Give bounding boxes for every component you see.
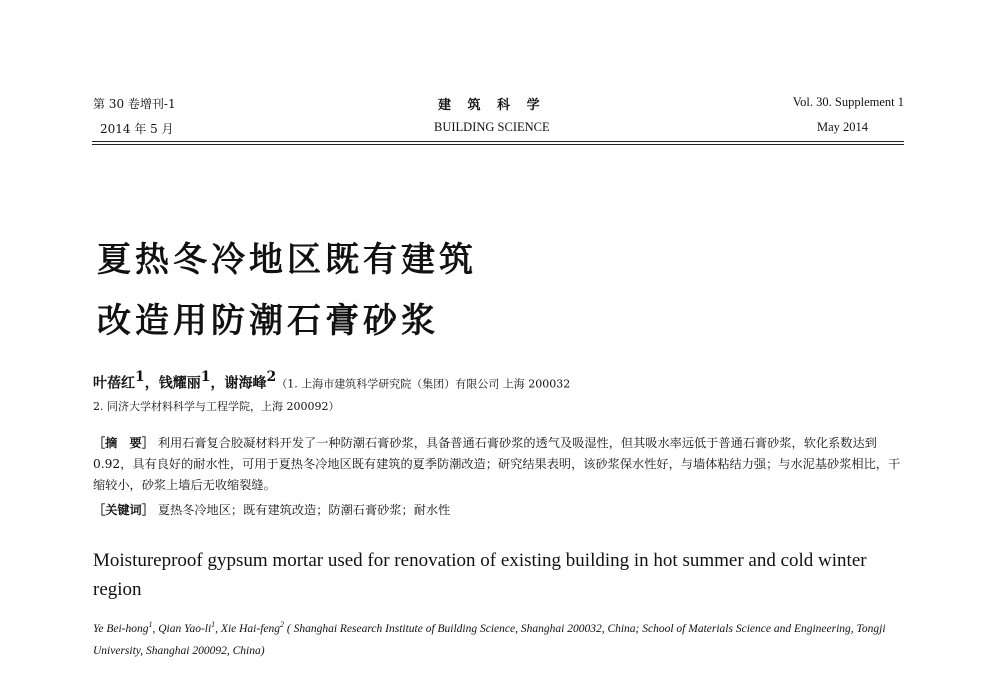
author-en-1: Ye Bei-hong xyxy=(93,622,149,635)
article-title-cn-line2: 改造用防潮石膏砂浆 xyxy=(97,301,439,341)
author-en-3-sup: 2 xyxy=(280,620,284,629)
header-rule-top xyxy=(92,141,904,142)
author-cn-3-sup: 2 xyxy=(266,369,277,385)
abstract-text-cn: 利用石膏复合胶凝材料开发了一种防潮石膏砂浆，具备普通石膏砂浆的透气及吸湿性，但其吸水率远低于普通石膏砂浆，软化系数达到 0.92，具有良好的耐水性，可用于夏热冬冷地区既有建筑的夏季防潮改造；研究结果表明，该砂浆保水性好，与墙体粘结力强；与水泥基砂浆相比，干缩较小，砂浆上墙后无收缩裂缝。 xyxy=(93,436,901,492)
author-en-3: Xie Hai-feng xyxy=(220,622,280,635)
affiliation-en: ( Shanghai Research Institute of Building Science, Shanghai 200032, China; School of Materials Science and Engineering, Tongji University, Shanghai 200092, China) xyxy=(93,622,886,657)
keywords-cn xyxy=(93,500,905,521)
author-cn-2: 钱耀丽 xyxy=(158,375,201,392)
author-cn-3: 谢海峰 xyxy=(224,375,267,392)
article-title-en: Moistureproof gypsum mortar used for renovation of existing building in hot summer and cold winter region xyxy=(93,550,867,600)
affiliation-cn-1: （1. 上海市建筑科学研究院（集团）有限公司 上海 200032 xyxy=(276,377,571,391)
author-en-1-sup: 1 xyxy=(148,620,153,629)
article-title-cn-line1: 夏热冬冷地区既有建筑 xyxy=(97,240,477,280)
date-label-cn: 2014 年 5 月 xyxy=(100,122,174,136)
date-label-en: May 2014 xyxy=(816,120,868,134)
author-cn-1: 叶蓓红 xyxy=(93,375,135,392)
volume-label-en: Vol. 30. Supplement 1 xyxy=(792,95,904,109)
abstract-cn xyxy=(93,433,905,496)
journal-title-cn: 建 筑 科 学 xyxy=(438,98,546,113)
authors-cn-line: 叶蓓红$^1$，钱耀丽$^1$，谢海峰$^2$（1. 上海市建筑科学研究院（集团）有限公司 上海 200032 xyxy=(93,369,571,392)
author-en-2: Qian Yao-li xyxy=(158,622,212,635)
authors-en-block: Ye Bei-hong$^1$, Qian Yao-$li^1$, Xie Hai-feng$^2$ ( Shanghai Research Institute of Building Science, Shanghai 200032, China; School of Materials Science and Engineering, Tongji University, Shanghai 200092, China) xyxy=(93,620,886,657)
volume-label-cn: 第 30 卷增刊-1 xyxy=(93,97,176,111)
journal-title-en: BUILDING SCIENCE xyxy=(434,120,550,134)
affiliation-cn-2: 2. 同济大学材料科学与工程学院，上海 200092） xyxy=(93,400,340,413)
author-en-2-sup: 1 xyxy=(211,620,216,629)
author-cn-1-sup: 1 xyxy=(135,369,145,385)
header-rule-bottom xyxy=(92,144,904,145)
abstract-label-cn: ［摘 要］ xyxy=(93,436,154,450)
keywords-label-cn: ［关键词］ xyxy=(93,503,154,517)
author-cn-2-sup: 1 xyxy=(200,369,211,385)
keywords-text-cn: 夏热冬冷地区；既有建筑改造；防潮石膏砂浆；耐水性 xyxy=(157,503,451,517)
